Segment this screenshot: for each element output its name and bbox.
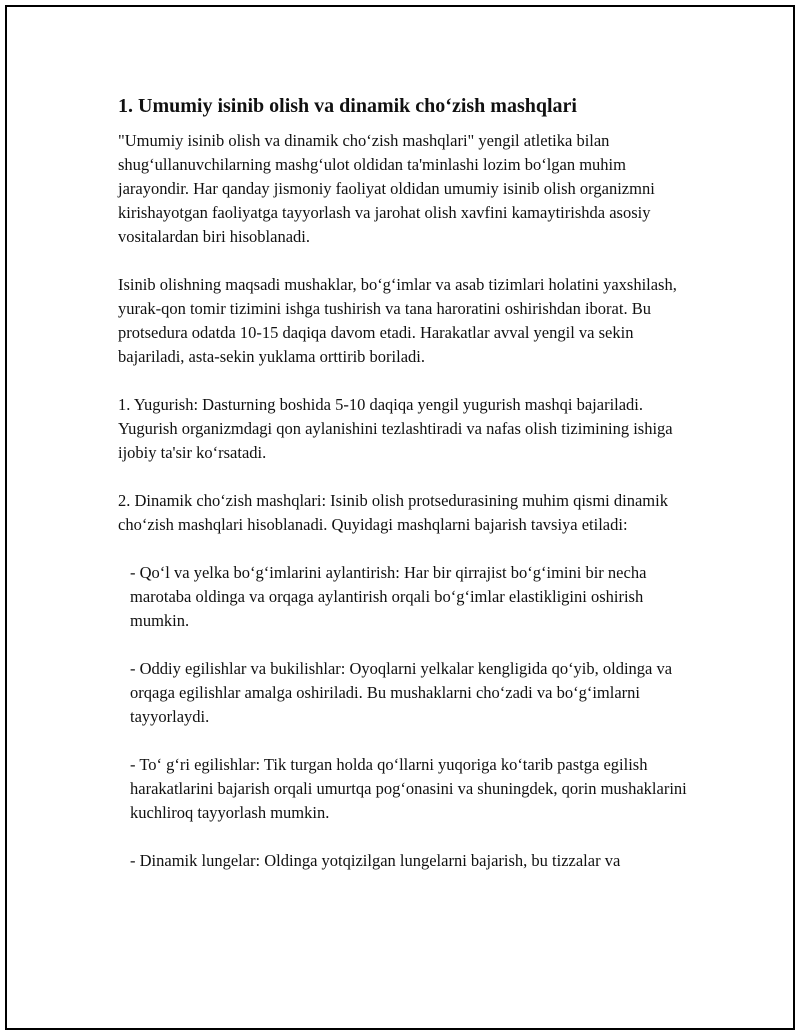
paragraph-purpose: Isinib olishning maqsadi mushaklar, bo‘g‘imlar va asab tizimlari holatini yaxshilash, yurak-qon tomir tizimini ishga tushirish va tana haroratini oshirishdan iborat. Bu protsedura odatda 10-15 daqiqa davom etadi. Harakatlar avval yengil va sekin bajariladi, asta-sekin yuklama orttirib boriladi. bbox=[118, 275, 677, 366]
document-body bbox=[118, 92, 698, 897]
list-item-simple-bends: - Oddiy egilishlar va bukilishlar: Oyoqlarni yelkalar kengligida qo‘yib, oldinga va orqaga egilishlar amalga oshiriladi. Bu mushaklarni cho‘zadi va bo‘g‘imlarni tayyorlaydi. bbox=[130, 659, 673, 726]
paragraph-running: 1. Yugurish: Dasturning boshida 5-10 daqiqa yengil yugurish mashqi bajariladi. Yugurish organizmdagi qon aylanishini tezlashtiradi va nafas olish tizimining ishiga ijobiy ta'sir ko‘rsatadi. bbox=[118, 395, 673, 462]
list-item-arm-shoulder-rotation: - Qo‘l va yelka bo‘g‘imlarini aylantirish: Har bir qirrajist bo‘g‘imini bir necha marotaba oldinga va orqaga aylantirish orqali bo‘g‘imlar elastikligini oshirish mumkin. bbox=[130, 563, 647, 630]
list-item-dynamic-lunges: - Dinamik lungelar: Oldinga yotqizilgan lungelarni bajarish, bu tizzalar va bbox=[130, 851, 621, 870]
document-title: 1. Umumiy isinib olish va dinamik cho‘zish mashqlari bbox=[118, 95, 577, 117]
list-item-straight-bends: - To‘ g‘ri egilishlar: Tik turgan holda qo‘llarni yuqoriga ko‘tarib pastga egilish harakatlarini bajarish orqali umurtqa pog‘onasini va shuningdek, qorin mushaklarini kuchliroq tayyorlash mumkin. bbox=[130, 755, 687, 822]
paragraph-intro: "Umumiy isinib olish va dinamik cho‘zish mashqlari" yengil atletika bilan shug‘ullanuvchilarning mashg‘ulot oldidan ta'minlashi lozim bo‘lgan muhim jarayondir. Har qanday jismoniy faoliyat oldidan umumiy isinib olish organizmni kirishayotgan faoliyatga tayyorlash va jarohat olish xavfini kamaytirishda asosiy vositalardan biri hisoblanadi. bbox=[118, 131, 655, 246]
paragraph-dynamic-stretching: 2. Dinamik cho‘zish mashqlari: Isinib olish protsedurasining muhim qismi dinamik cho‘zish mashqlari hisoblanadi. Quyidagi mashqlarni bajarish tavsiya etiladi: bbox=[118, 491, 668, 534]
